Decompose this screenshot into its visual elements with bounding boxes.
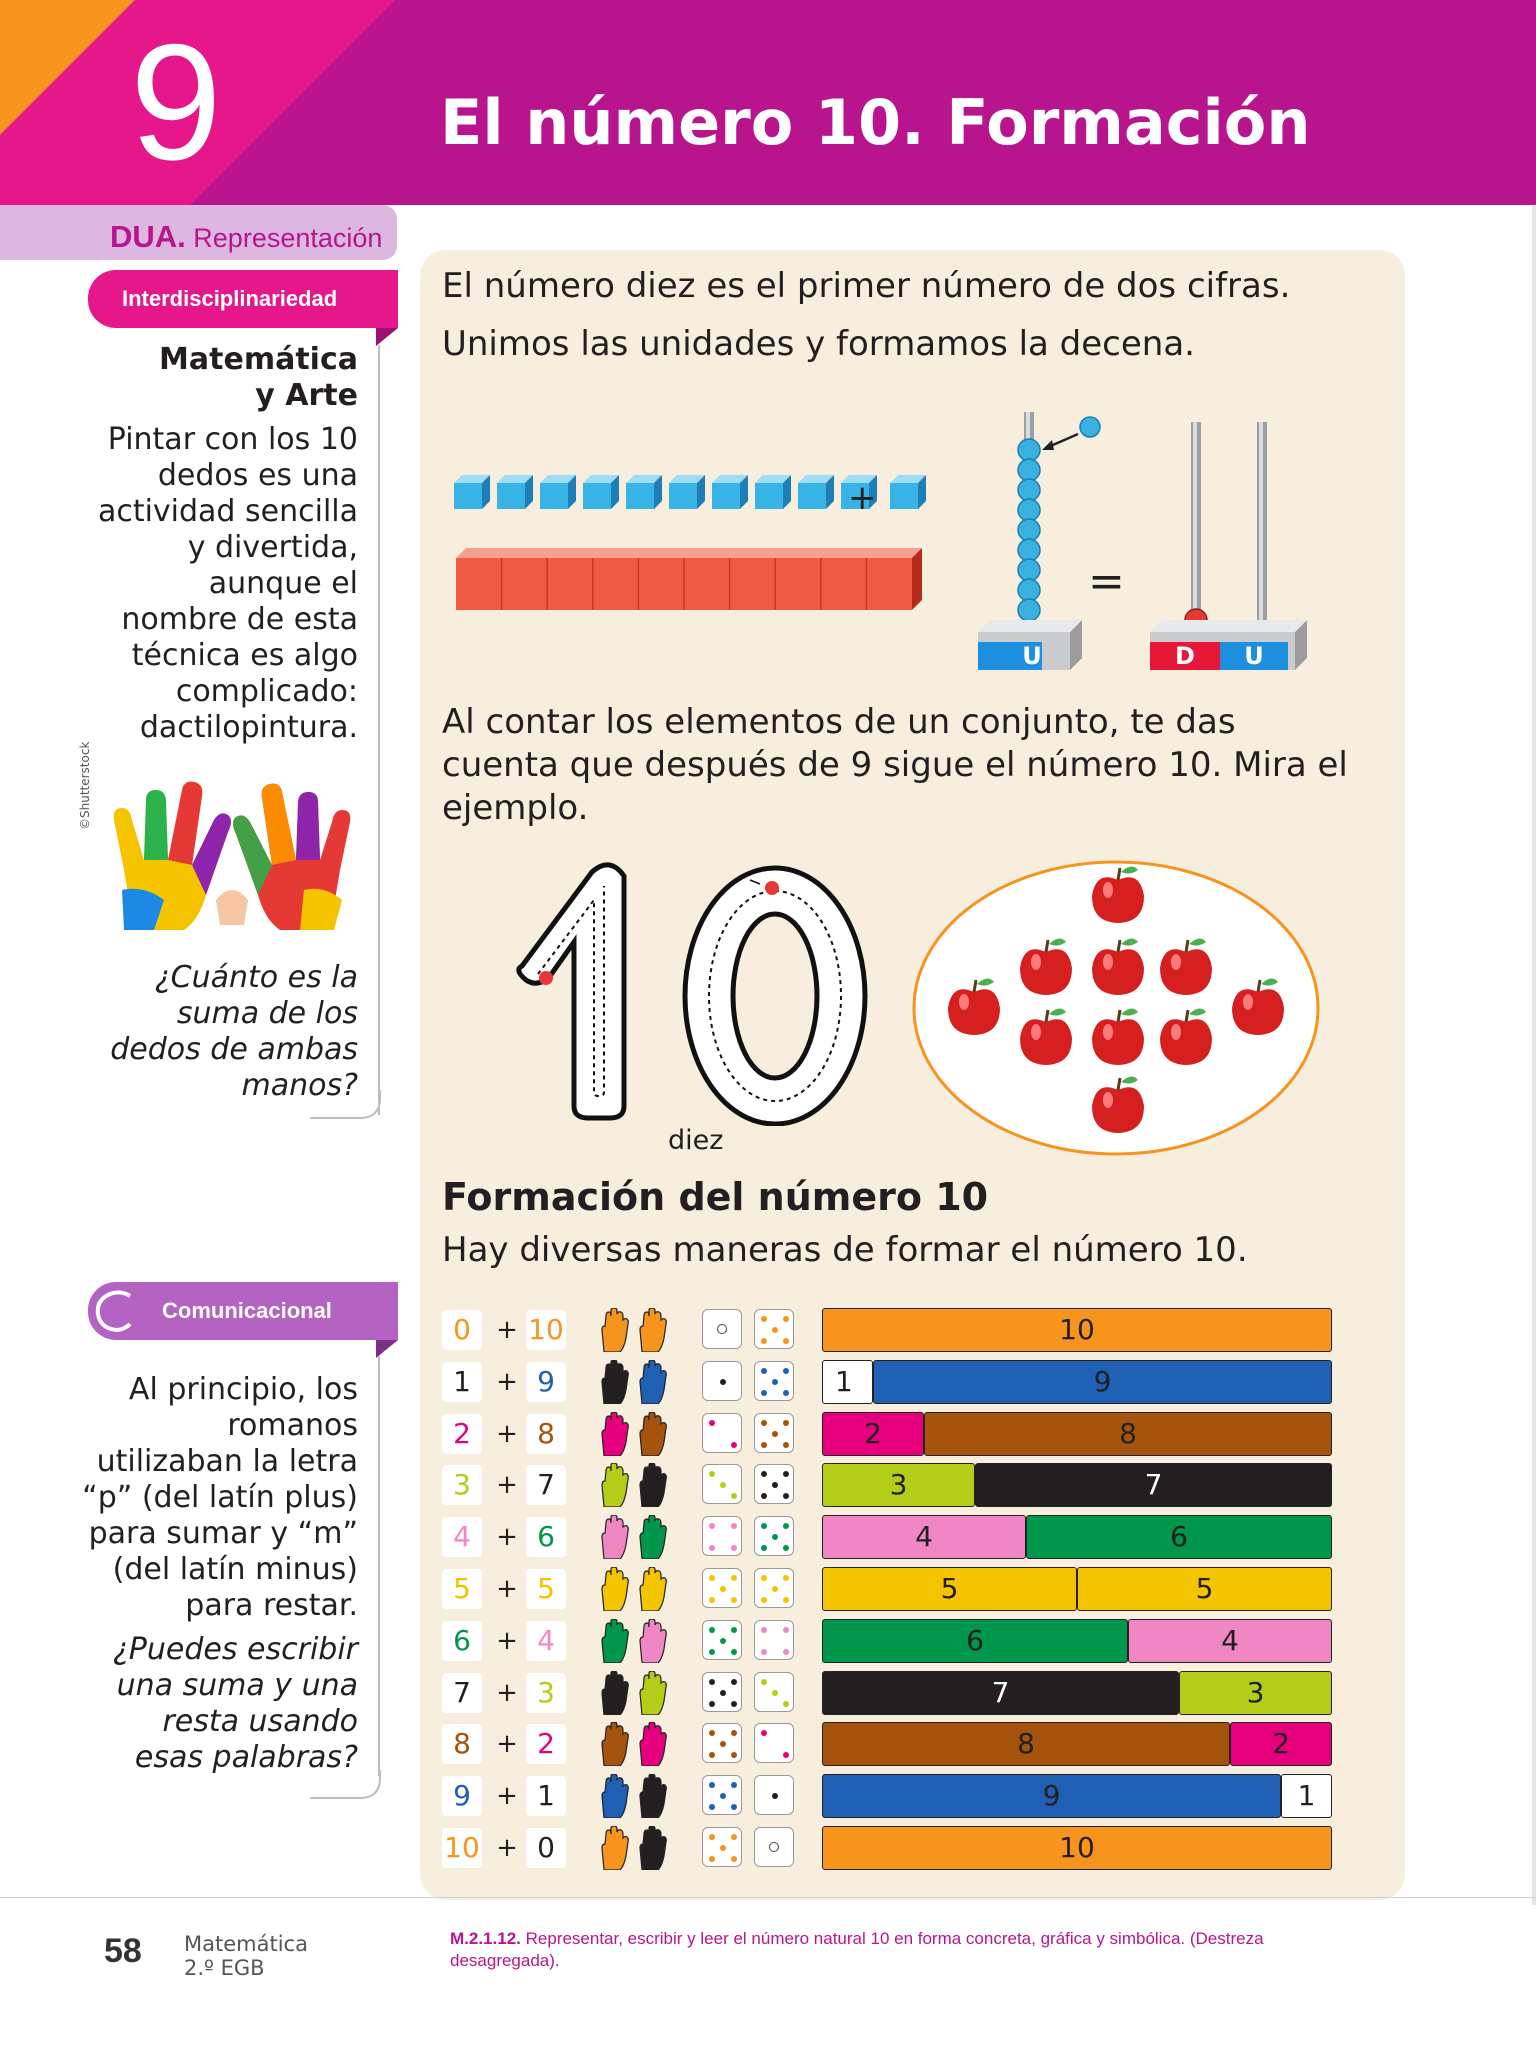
- dot-card: [754, 1775, 794, 1815]
- dot-card: [702, 1672, 742, 1712]
- abacus-u-label: U: [1244, 642, 1264, 670]
- standard-code: M.2.1.12.: [450, 1929, 521, 1948]
- tag-interdisciplinariedad: [88, 270, 398, 328]
- apple-set: [910, 858, 1322, 1158]
- formation-row: [440, 1360, 1340, 1404]
- plus-sign: +: [496, 1315, 518, 1345]
- dot: [761, 1471, 767, 1477]
- equals-sign: =: [1088, 556, 1125, 607]
- dot-card: [702, 1413, 742, 1453]
- plus-sign: +: [496, 1781, 518, 1812]
- addend-b: 4: [526, 1621, 566, 1661]
- dot: [783, 1368, 789, 1374]
- hand-icon: [598, 1774, 632, 1818]
- dot: [731, 1627, 737, 1633]
- sidebar2-line: utilizaban la letra: [96, 1444, 358, 1479]
- sidebar-line: y divertida,: [187, 530, 358, 565]
- word-diez: diez: [668, 1125, 724, 1156]
- dot-card: [754, 1568, 794, 1608]
- sidebar-line: técnica es algo: [131, 638, 358, 673]
- standard-text: Representar, escribir y leer el número natural 10 en forma concreta, gráfica y simbólica. (Destreza desagregada).: [450, 1929, 1264, 1970]
- formation-row: [440, 1308, 1340, 1352]
- dot: [720, 1482, 726, 1488]
- hand-icon: [598, 1722, 632, 1766]
- addend-a: 2: [442, 1414, 482, 1454]
- sidebar-heading-1: Matemática: [159, 342, 358, 377]
- dot: [731, 1782, 737, 1788]
- dot-card: [754, 1413, 794, 1453]
- plus-sign: +: [496, 1625, 518, 1656]
- dot: [731, 1523, 737, 1529]
- dot: [783, 1649, 789, 1655]
- hand-icon: [636, 1671, 670, 1715]
- dot: [761, 1575, 767, 1581]
- dot: [731, 1701, 737, 1707]
- dot: [731, 1649, 737, 1655]
- plus-sign: +: [496, 1470, 518, 1501]
- rod-a: 4: [822, 1515, 1026, 1559]
- dot: [772, 1690, 778, 1696]
- intro-line-1: El número diez es el primer número de dos cifras.: [442, 266, 1291, 306]
- dot: [783, 1493, 789, 1499]
- dot: [720, 1586, 726, 1592]
- rod-a: 8: [822, 1722, 1230, 1766]
- addend-a: 0: [442, 1310, 482, 1350]
- hand-icon: [598, 1671, 632, 1715]
- rod-b: 8: [924, 1412, 1332, 1456]
- dot-card: [754, 1309, 794, 1349]
- dot: [772, 1586, 778, 1592]
- sidebar-question: dedos de ambas: [110, 1032, 358, 1067]
- number-ten-tracing: [510, 856, 875, 1126]
- plus-sign: +: [496, 1729, 518, 1760]
- addend-b: 2: [526, 1724, 566, 1764]
- hand-icon: [598, 1463, 632, 1507]
- dot-card: [702, 1827, 742, 1867]
- dot: [731, 1679, 737, 1685]
- dot: [761, 1627, 767, 1633]
- rod-b: 10: [822, 1308, 1332, 1352]
- addend-b: 10: [526, 1310, 566, 1350]
- dot: [783, 1752, 789, 1758]
- dua-bold: DUA.: [110, 219, 186, 254]
- plus-sign: +: [496, 1366, 518, 1397]
- hand-icon: [636, 1826, 670, 1870]
- page-edge: [1532, 205, 1536, 1905]
- dot: [709, 1627, 715, 1633]
- addend-a: 5: [442, 1569, 482, 1609]
- dot: [783, 1597, 789, 1603]
- section-subtitle: Hay diversas maneras de formar el número 10.: [442, 1230, 1248, 1270]
- sidebar-corner: [310, 1770, 382, 1800]
- dot: [709, 1804, 715, 1810]
- dot: [720, 1845, 726, 1851]
- dot: [709, 1523, 715, 1529]
- sidebar2-line: romanos: [227, 1408, 358, 1443]
- rod-b: 2: [1230, 1722, 1332, 1766]
- dot-card: [754, 1672, 794, 1712]
- hand-icon: [598, 1515, 632, 1559]
- dot: [720, 1690, 726, 1696]
- rod-b: 4: [1128, 1619, 1332, 1663]
- dot-card: [702, 1775, 742, 1815]
- sidebar-heading-2: y Arte: [255, 378, 358, 413]
- plus-sign: +: [496, 1677, 518, 1708]
- rod-a: 7: [822, 1671, 1179, 1715]
- sidebar2-question: una suma y una: [116, 1668, 358, 1703]
- formation-row: [440, 1567, 1340, 1611]
- sidebar2-line: “p” (del latín plus): [82, 1480, 358, 1515]
- addend-b: 8: [526, 1414, 566, 1454]
- sidebar2-line: para sumar y “m”: [88, 1516, 358, 1551]
- hand-icon: [636, 1360, 670, 1404]
- dot: [709, 1679, 715, 1685]
- rod-a: 9: [822, 1774, 1281, 1818]
- dot: [720, 1638, 726, 1644]
- formation-row: [440, 1671, 1340, 1715]
- addend-a: 8: [442, 1724, 482, 1764]
- formation-row: [440, 1412, 1340, 1456]
- subject-label: [184, 1932, 308, 1980]
- rod-a: 5: [822, 1567, 1077, 1611]
- dot-card: [702, 1361, 742, 1401]
- abacus-d-label: D: [1175, 642, 1195, 670]
- section-title: Formación del número 10: [442, 1175, 989, 1219]
- dot: [783, 1575, 789, 1581]
- dot-card: [754, 1723, 794, 1763]
- rod-a: 3: [822, 1463, 975, 1507]
- empty-dot: [769, 1842, 779, 1852]
- dot: [731, 1730, 737, 1736]
- addend-a: 7: [442, 1673, 482, 1713]
- hand-icon: [598, 1619, 632, 1663]
- formation-row: [440, 1463, 1340, 1507]
- dot: [709, 1545, 715, 1551]
- plus-sign: +: [496, 1574, 518, 1604]
- dot: [761, 1316, 767, 1322]
- hand-icon: [636, 1412, 670, 1456]
- dot-card: [702, 1620, 742, 1660]
- formation-row: [440, 1826, 1340, 1870]
- sidebar-line: aunque el: [208, 566, 358, 601]
- sidebar-question: suma de los: [176, 996, 358, 1031]
- dot: [731, 1856, 737, 1862]
- dot: [783, 1390, 789, 1396]
- dot: [709, 1420, 715, 1426]
- dot: [709, 1730, 715, 1736]
- dot-card: [702, 1723, 742, 1763]
- dot-card: [702, 1568, 742, 1608]
- curriculum-standard: [450, 1928, 1350, 1972]
- addend-a: 1: [442, 1362, 482, 1402]
- hand-icon: [598, 1567, 632, 1611]
- dot: [761, 1679, 767, 1685]
- dot-card: [754, 1620, 794, 1660]
- dot: [772, 1327, 778, 1333]
- sidebar-corner: [310, 1090, 382, 1120]
- c-logo-icon: [90, 1286, 140, 1336]
- dot: [709, 1575, 715, 1581]
- dot: [709, 1471, 715, 1477]
- tag-label: Comunicacional: [162, 1298, 332, 1323]
- plus-sign: +: [496, 1418, 518, 1449]
- rod-a: 6: [822, 1619, 1128, 1663]
- sidebar-divider: [378, 345, 380, 1115]
- sidebar2-line: (del latín minus): [112, 1552, 358, 1587]
- counting-line-1: Al contar los elementos de un conjunto, te das: [442, 702, 1236, 742]
- dot: [783, 1316, 789, 1322]
- rod-b: 9: [873, 1360, 1332, 1404]
- dot: [731, 1834, 737, 1840]
- counting-line-2: cuenta que después de 9 sigue el número 10. Mira el: [442, 745, 1348, 785]
- dot-card: [702, 1309, 742, 1349]
- hand-icon: [636, 1463, 670, 1507]
- dua-label: Representación: [193, 223, 383, 253]
- grade-label: 2.º EGB: [184, 1956, 265, 1980]
- plus-sign: +: [848, 478, 877, 518]
- dot: [772, 1482, 778, 1488]
- formation-row: [440, 1774, 1340, 1818]
- rod-b: 7: [975, 1463, 1332, 1507]
- dot: [731, 1597, 737, 1603]
- sidebar-question: ¿Cuánto es la: [154, 960, 358, 995]
- dot: [731, 1545, 737, 1551]
- sidebar2-question: resta usando: [162, 1704, 358, 1739]
- hand-icon: [636, 1619, 670, 1663]
- dot: [761, 1597, 767, 1603]
- addend-b: 9: [526, 1362, 566, 1402]
- dot: [720, 1379, 726, 1385]
- formation-row: [440, 1619, 1340, 1663]
- addend-b: 3: [526, 1673, 566, 1713]
- dot: [761, 1649, 767, 1655]
- extra-unit-cube: [890, 475, 930, 515]
- subject-name: Matemática: [184, 1932, 308, 1956]
- sidebar-line: actividad sencilla: [97, 494, 358, 529]
- dot: [761, 1368, 767, 1374]
- hand-icon: [636, 1722, 670, 1766]
- photo-credit: ©Shutterstock: [78, 741, 92, 830]
- dot: [772, 1534, 778, 1540]
- dot: [761, 1545, 767, 1551]
- dot: [720, 1741, 726, 1747]
- dot: [761, 1390, 767, 1396]
- hand-icon: [636, 1567, 670, 1611]
- rod-b: 1: [1281, 1774, 1332, 1818]
- addend-b: 7: [526, 1465, 566, 1505]
- dot: [761, 1442, 767, 1448]
- dot: [783, 1420, 789, 1426]
- addend-a: 9: [442, 1776, 482, 1816]
- formation-row: [440, 1722, 1340, 1766]
- dot: [731, 1442, 737, 1448]
- rod-a: 2: [822, 1412, 924, 1456]
- dot: [731, 1575, 737, 1581]
- abacus-u-label: U: [1022, 642, 1042, 670]
- addend-b: 1: [526, 1776, 566, 1816]
- plus-sign: +: [496, 1833, 518, 1863]
- rod-a: 10: [822, 1826, 1332, 1870]
- sidebar-line: dactilopintura.: [139, 710, 358, 745]
- hand-icon: [598, 1826, 632, 1870]
- footer-divider: [0, 1897, 1536, 1898]
- hand-icon: [598, 1412, 632, 1456]
- dot-card: [754, 1464, 794, 1504]
- dot: [761, 1338, 767, 1344]
- page-number: 58: [104, 1932, 142, 1970]
- dot: [709, 1856, 715, 1862]
- addend-a: 3: [442, 1465, 482, 1505]
- dot: [761, 1420, 767, 1426]
- dot: [709, 1782, 715, 1788]
- dot-card: [702, 1516, 742, 1556]
- dua-banner: [0, 205, 397, 260]
- addend-a: 6: [442, 1621, 482, 1661]
- dot: [731, 1493, 737, 1499]
- empty-dot: [717, 1324, 727, 1334]
- dot: [772, 1379, 778, 1385]
- addend-b: 5: [526, 1569, 566, 1609]
- sidebar2-question: esas palabras?: [134, 1740, 358, 1775]
- dot: [783, 1471, 789, 1477]
- dot: [709, 1752, 715, 1758]
- page-title: El número 10. Formación: [440, 86, 1311, 159]
- sidebar-question: manos?: [241, 1068, 358, 1103]
- dot: [783, 1701, 789, 1707]
- sidebar-line: Pintar con los 10: [107, 422, 358, 457]
- addend-b: 0: [526, 1828, 566, 1868]
- tag-label: Interdisciplinariedad: [122, 286, 338, 311]
- dot: [772, 1431, 778, 1437]
- ten-rod: [456, 548, 926, 614]
- dot: [709, 1649, 715, 1655]
- dot: [720, 1793, 726, 1799]
- dot-card: [754, 1827, 794, 1867]
- dot: [761, 1493, 767, 1499]
- sidebar-line: complicado:: [175, 674, 358, 709]
- dot: [783, 1442, 789, 1448]
- header-banner: [0, 0, 1536, 205]
- dot: [709, 1701, 715, 1707]
- dot: [783, 1627, 789, 1633]
- dot: [772, 1793, 778, 1799]
- dot: [761, 1523, 767, 1529]
- rod-b: 3: [1179, 1671, 1332, 1715]
- addend-a: 4: [442, 1517, 482, 1557]
- addend-a: 10: [442, 1828, 482, 1868]
- sidebar-divider: [378, 1356, 380, 1776]
- hand-icon: [598, 1308, 632, 1352]
- dot: [709, 1834, 715, 1840]
- dot: [783, 1545, 789, 1551]
- rod-b: 5: [1077, 1567, 1332, 1611]
- unit-number: 9: [130, 10, 222, 194]
- hand-icon: [636, 1308, 670, 1352]
- dot: [731, 1804, 737, 1810]
- sidebar2-question: ¿Puedes escribir: [112, 1632, 358, 1667]
- hand-icon: [636, 1774, 670, 1818]
- sidebar-line: nombre de esta: [121, 602, 358, 637]
- painted-hands-image: [104, 760, 360, 930]
- hand-icon: [636, 1515, 670, 1559]
- dot-card: [702, 1464, 742, 1504]
- dot: [761, 1730, 767, 1736]
- dot: [783, 1523, 789, 1529]
- dot: [731, 1752, 737, 1758]
- intro-line-2: Unimos las unidades y formamos la decena.: [442, 324, 1195, 364]
- rod-b: 6: [1026, 1515, 1332, 1559]
- tag-fold: [376, 328, 398, 346]
- plus-sign: +: [496, 1522, 518, 1553]
- formation-row: [440, 1515, 1340, 1559]
- rod-a: 1: [822, 1360, 873, 1404]
- dot-card: [754, 1361, 794, 1401]
- dot: [783, 1338, 789, 1344]
- hand-icon: [598, 1360, 632, 1404]
- dot-card: [754, 1516, 794, 1556]
- counting-line-3: ejemplo.: [442, 788, 589, 828]
- sidebar-line: dedos es una: [157, 458, 358, 493]
- sidebar2-line: para restar.: [185, 1588, 358, 1623]
- sidebar2-line: Al principio, los: [128, 1372, 358, 1407]
- addend-b: 6: [526, 1517, 566, 1557]
- dot: [709, 1597, 715, 1603]
